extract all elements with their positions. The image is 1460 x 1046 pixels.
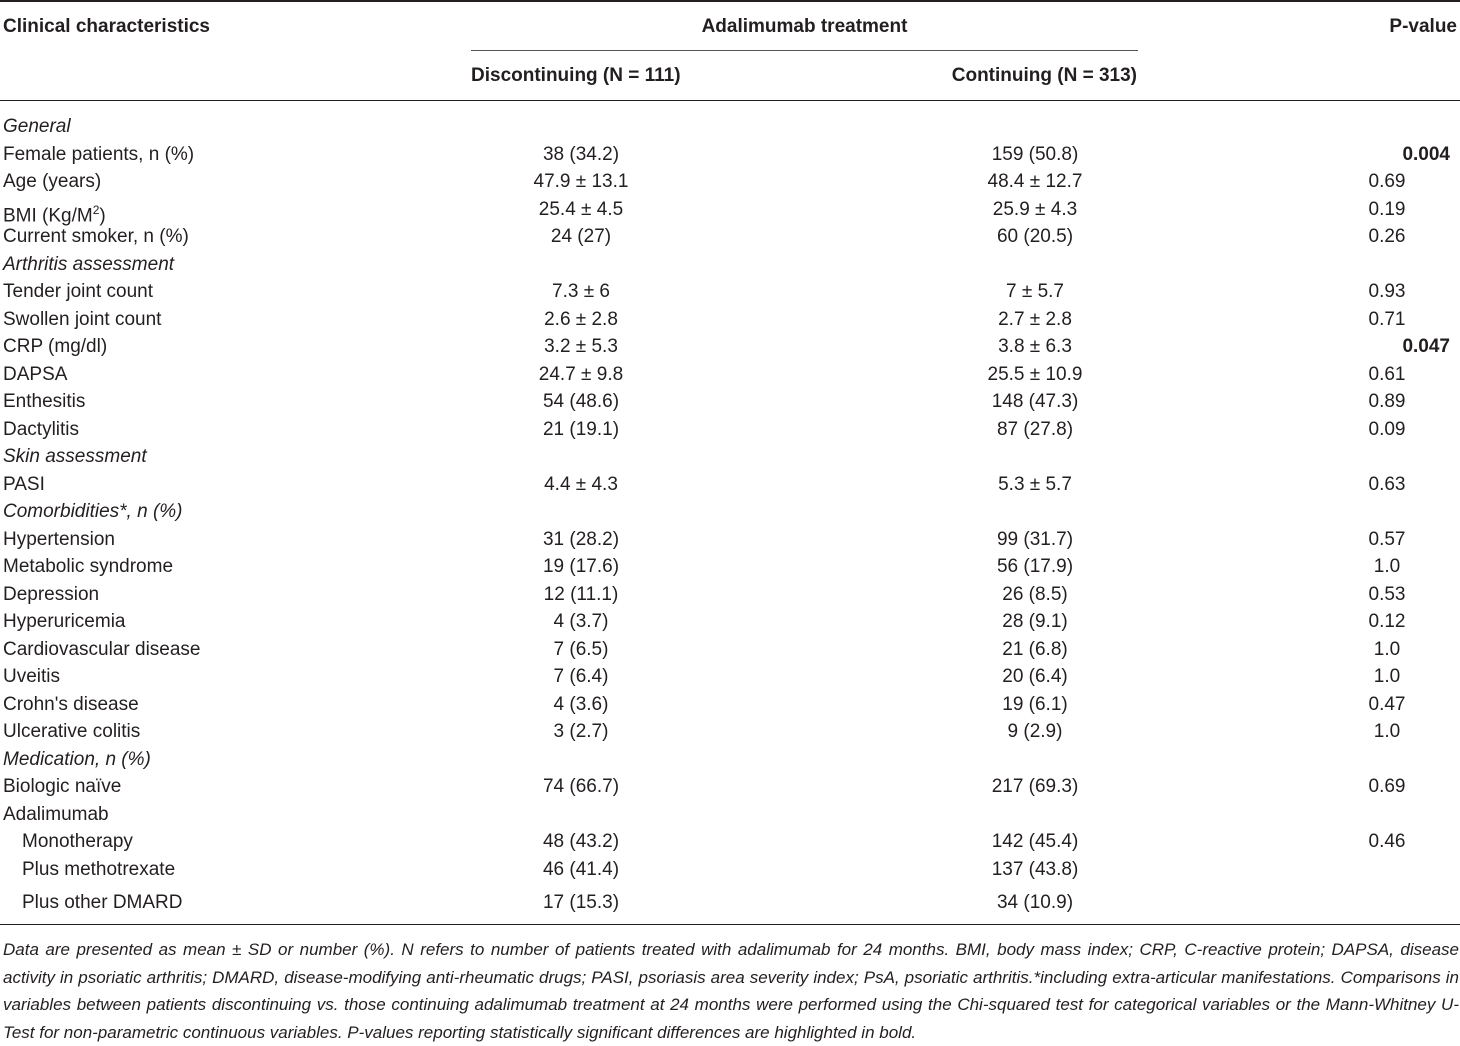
table-row [0, 582, 1460, 609]
row-label [22, 831, 133, 853]
row-label-text: Dactylitis [3, 419, 80, 440]
p-value: 0.09 [1368, 419, 1406, 440]
continuing-value: 60 (20.5) [996, 226, 1074, 247]
row-label-text: DAPSA [3, 364, 68, 385]
continuing-value: 217 (69.3) [991, 776, 1079, 797]
continuing-value: 34 (10.9) [996, 892, 1074, 913]
row-label-text: Arthritis assessment [3, 254, 175, 275]
table-row [0, 692, 1460, 719]
discontinuing-value: 3 (2.7) [553, 721, 609, 742]
row-label [3, 776, 121, 798]
p-value: 1.0 [1373, 639, 1401, 660]
table-row [0, 774, 1460, 801]
section-label [3, 749, 151, 771]
discontinuing-value: 25.4 ± 4.5 [538, 199, 624, 220]
continuing-value: 26 (8.5) [1002, 584, 1068, 605]
discontinuing-value: 21 (19.1) [542, 419, 620, 440]
row-label [3, 556, 173, 578]
row-label-text: Enthesitis [3, 391, 86, 412]
row-label-text: Adalimumab [3, 804, 109, 825]
discontinuing-value: 38 (34.2) [542, 144, 620, 165]
row-label-text: Current smoker, n (%) [3, 226, 189, 247]
column-header-pvalue: P-value [1389, 16, 1457, 37]
continuing-value: 87 (27.8) [996, 419, 1074, 440]
p-value: 0.69 [1368, 171, 1406, 192]
column-header-discontinuing: Discontinuing (N = 111) [471, 65, 681, 86]
discontinuing-value: 24.7 ± 9.8 [538, 364, 624, 385]
continuing-value: 159 (50.8) [991, 144, 1079, 165]
row-label-text: Medication, n (%) [3, 749, 151, 770]
continuing-value: 137 (43.8) [991, 859, 1079, 880]
discontinuing-value: 46 (41.4) [542, 859, 620, 880]
continuing-value: 48.4 ± 12.7 [987, 171, 1083, 192]
table-row [0, 197, 1460, 227]
section-row [0, 114, 1460, 141]
row-label-text: Crohn's disease [3, 694, 139, 715]
p-value: 1.0 [1373, 666, 1401, 687]
row-label-text: Monotherapy [22, 831, 133, 852]
p-value: 1.0 [1373, 556, 1401, 577]
row-label [3, 336, 107, 358]
section-label [3, 446, 147, 468]
discontinuing-value: 3.2 ± 5.3 [544, 336, 618, 357]
row-label-text: BMI (Kg/M [3, 205, 93, 227]
table-row [0, 169, 1460, 196]
row-label [22, 892, 183, 914]
row-label-suffix: ) [99, 205, 106, 227]
continuing-value: 99 (31.7) [996, 529, 1074, 550]
continuing-value: 56 (17.9) [996, 556, 1074, 577]
p-value: 0.12 [1368, 611, 1406, 632]
row-label-text: Hypertension [3, 529, 115, 550]
table-row [0, 857, 1460, 884]
row-label [3, 281, 153, 303]
section-label [3, 254, 174, 276]
table-row [0, 554, 1460, 581]
section-row [0, 499, 1460, 526]
row-label [3, 804, 109, 826]
row-label-text: Uveitis [3, 666, 61, 687]
row-label [3, 639, 201, 661]
row-label [3, 419, 79, 441]
p-value: 0.69 [1368, 776, 1406, 797]
p-value: 0.46 [1368, 831, 1406, 852]
row-label-text: Plus other DMARD [22, 892, 183, 913]
column-header-treatment: Adalimumab treatment [701, 16, 908, 37]
discontinuing-value: 31 (28.2) [542, 529, 620, 550]
row-label [22, 859, 175, 881]
continuing-value: 19 (6.1) [1002, 694, 1068, 715]
row-label-text: Plus methotrexate [22, 859, 176, 880]
table-row [0, 890, 1460, 917]
row-label [3, 171, 101, 193]
discontinuing-value: 19 (17.6) [542, 556, 620, 577]
discontinuing-value: 4 (3.7) [553, 611, 609, 632]
row-label [3, 309, 161, 331]
row-label [3, 611, 125, 633]
continuing-value: 7 ± 5.7 [1006, 281, 1064, 302]
p-value: 0.71 [1368, 309, 1406, 330]
discontinuing-value: 54 (48.6) [542, 391, 620, 412]
discontinuing-value: 7 (6.5) [553, 639, 609, 660]
p-value: 0.61 [1368, 364, 1406, 385]
discontinuing-value: 4 (3.6) [553, 694, 609, 715]
discontinuing-value: 17 (15.3) [542, 892, 620, 913]
table-row [0, 527, 1460, 554]
row-label [3, 474, 45, 496]
row-label-text: PASI [3, 474, 45, 495]
table-row [0, 637, 1460, 664]
table-row [0, 142, 1460, 169]
discontinuing-value: 47.9 ± 13.1 [533, 171, 629, 192]
table-row [0, 307, 1460, 334]
continuing-value: 148 (47.3) [991, 391, 1079, 412]
p-value: 0.93 [1368, 281, 1406, 302]
discontinuing-value: 2.6 ± 2.8 [544, 309, 618, 330]
table-bottom-rule [0, 924, 1460, 925]
row-label-text: Swollen joint count [3, 309, 162, 330]
p-value: 0.47 [1368, 694, 1406, 715]
discontinuing-value: 74 (66.7) [542, 776, 620, 797]
row-label-text: General [3, 116, 71, 137]
table-row [0, 829, 1460, 856]
row-label-text: Depression [3, 584, 100, 605]
row-label-text: Comorbidities*, n (%) [3, 501, 183, 522]
p-value: 0.63 [1368, 474, 1406, 495]
row-label [3, 584, 99, 606]
row-label-text: Cardiovascular disease [3, 639, 201, 660]
p-value: 0.89 [1368, 391, 1406, 412]
continuing-value: 9 (2.9) [1007, 721, 1063, 742]
table-footnote: Data are presented as mean ± SD or number (%). N refers to number of patients treated with adalimumab for 24 months. BMI, body mass index; CRP, C-reactive protein; DAPSA, disease activity in psoriatic arthritis; DMARD, disease-modifying anti-rheumatic drugs; PASI, psoriasis area severity index; PsA, psoriatic arthritis.*including extra-articular manifestations. Comparisons in variables between patients discontinuing vs. those continuing adalimumab treatment at 24 months were performed using the Chi-squared test for categorical variables or the Mann-Whitney U-Test for non-parametric continuous variables. P-values reporting statistically significant differences are highlighted in bold. [3, 940, 1459, 1042]
row-label-text: Age (years) [3, 171, 102, 192]
row-label-text: Tender joint count [3, 281, 153, 302]
row-label [3, 694, 139, 716]
discontinuing-value: 48 (43.2) [542, 831, 620, 852]
discontinuing-value: 12 (11.1) [543, 584, 619, 605]
row-label-text: Ulcerative colitis [3, 721, 141, 742]
table-row [0, 719, 1460, 746]
row-label [3, 721, 140, 743]
continuing-value: 3.8 ± 6.3 [998, 336, 1072, 357]
table-row [0, 609, 1460, 636]
p-value: 0.19 [1368, 199, 1406, 220]
continuing-value: 21 (6.8) [1002, 639, 1068, 660]
continuing-value: 2.7 ± 2.8 [998, 309, 1072, 330]
row-label [3, 226, 189, 248]
p-value: 0.53 [1368, 584, 1406, 605]
section-row [0, 444, 1460, 471]
discontinuing-value: 7 (6.4) [553, 666, 609, 687]
row-label [3, 391, 85, 413]
continuing-value: 28 (9.1) [1002, 611, 1068, 632]
continuing-value: 142 (45.4) [991, 831, 1079, 852]
table-row [0, 279, 1460, 306]
p-value: 0.57 [1368, 529, 1406, 550]
row-label-text: Female patients, n (%) [3, 144, 195, 165]
p-value: 1.0 [1373, 721, 1401, 742]
row-label [3, 144, 194, 166]
row-label [3, 666, 60, 688]
table-row [0, 362, 1460, 389]
row-label-text: CRP (mg/dl) [3, 336, 108, 357]
discontinuing-value: 24 (27) [550, 226, 612, 247]
table-row [0, 334, 1460, 361]
continuing-value: 5.3 ± 5.7 [998, 474, 1072, 495]
discontinuing-value: 7.3 ± 6 [552, 281, 610, 302]
row-label-text: Skin assessment [3, 446, 147, 467]
row-label-text: Hyperuricemia [3, 611, 126, 632]
p-value: 0.26 [1368, 226, 1406, 247]
section-row [0, 747, 1460, 774]
continuing-value: 25.5 ± 10.9 [987, 364, 1083, 385]
p-value: 0.047 [1402, 336, 1450, 357]
table-row [0, 472, 1460, 499]
column-header-continuing: Continuing (N = 313) [951, 65, 1137, 86]
section-row [0, 252, 1460, 279]
table-row [0, 802, 1460, 829]
row-label-text: Metabolic syndrome [3, 556, 174, 577]
row-label [3, 529, 115, 551]
section-label [3, 501, 183, 523]
superscript: 2 [92, 203, 100, 217]
row-label [3, 364, 67, 386]
discontinuing-value: 4.4 ± 4.3 [544, 474, 618, 495]
table-row [0, 389, 1460, 416]
section-label [3, 116, 71, 138]
continuing-value: 25.9 ± 4.3 [992, 199, 1078, 220]
row-label-text: Biologic naïve [3, 776, 122, 797]
table-row [0, 417, 1460, 444]
p-value: 0.004 [1402, 144, 1450, 165]
table-row [0, 664, 1460, 691]
column-header-clinical: Clinical characteristics [3, 16, 210, 37]
continuing-value: 20 (6.4) [1002, 666, 1068, 687]
table-row [0, 224, 1460, 251]
